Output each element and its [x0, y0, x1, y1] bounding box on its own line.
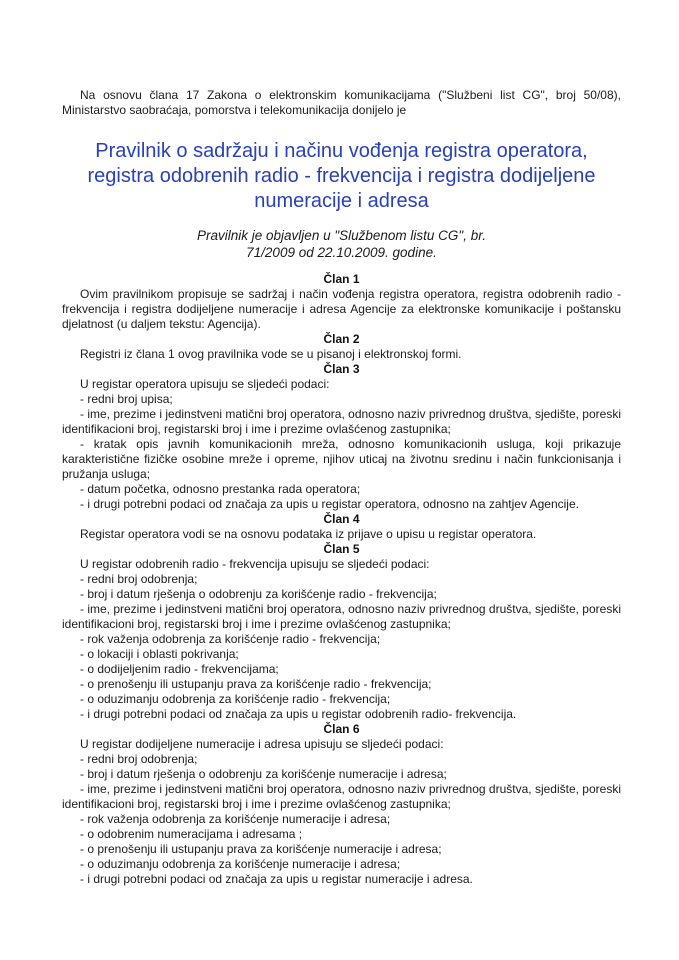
article-paragraph: - ime, prezime i jedinstveni matični broj operatora, odnosno naziv privrednog društva, sjedište, poreski identifikacioni broj, registarski broj i ime i prezime ovlašćenog zastupnika;: [62, 782, 621, 811]
document-title: [62, 139, 621, 214]
article-paragraph: - o oduzimanju odobrenja za korišćenje numeracije i adresa;: [80, 857, 401, 871]
article-heading: Član 3: [323, 362, 360, 376]
article-paragraph: - broj i datum rješenja o odobrenju za korišćenje numeracije i adresa;: [80, 767, 447, 781]
article-heading: Član 5: [323, 542, 360, 556]
article-paragraph: - ime, prezime i jedinstveni matični broj operatora, odnosno naziv privrednog društva, sjedište, poreski identifikacioni broj, registarski broj i ime i prezime ovlašćenog zastupnika;: [62, 602, 621, 631]
article-paragraph: - o prenošenju ili ustupanju prava za korišćenje radio - frekvencija;: [80, 677, 432, 691]
article-heading: Član 1: [323, 272, 360, 286]
publication-note: [62, 227, 621, 261]
article-paragraph: - broj i datum rješenja o odobrenju za korišćenje radio - frekvencija;: [80, 587, 437, 601]
article-paragraph: - o prenošenju ili ustupanju prava za korišćenje numeracije i adresa;: [80, 842, 442, 856]
article: [62, 722, 621, 887]
article-paragraph: U registar odobrenih radio - frekvencija upisuju se sljedeći podaci:: [80, 557, 430, 571]
article-paragraph: Registar operatora vodi se na osnovu podataka iz prijave o upisu u registar operatora.: [80, 527, 537, 541]
articles: [62, 272, 621, 887]
article-heading: Član 6: [323, 722, 360, 736]
article-paragraph: - redni broj odobrenja;: [80, 752, 198, 766]
article-heading: Član 2: [323, 332, 360, 346]
article-paragraph: - o dodijeljenim radio - frekvencijama;: [80, 662, 279, 676]
article-paragraph: - o lokaciji i oblasti pokrivanja;: [80, 647, 239, 661]
article-heading: Član 4: [323, 512, 360, 526]
article-paragraph: U registar operatora upisuju se sljedeći podaci:: [80, 377, 330, 391]
article: [62, 272, 621, 332]
publication-note-line: 71/2009 od 22.10.2009. godine.: [246, 245, 437, 260]
article-paragraph: Ovim pravilnikom propisuje se sadržaj i način vođenja registra operatora, registra odobrenih radio - frekvencija i registra dodijeljene numeracije i adresa Agencije za elektronske komunikacije i poštansku djelatnost (u daljem tekstu: Agencija).: [62, 287, 621, 331]
article-paragraph: - redni broj upisa;: [80, 392, 173, 406]
article: [62, 512, 621, 542]
article-paragraph: - kratak opis javnih komunikacionih mreža, odnosno komunikacionih usluga, koji prikazuje karakteristične fizičke osobine mreže i opreme, njihov uticaj na životnu sredinu i način funkcionisanja i pružanja usluga;: [62, 437, 621, 481]
article-paragraph: - i drugi potrebni podaci od značaja za upis u registar numeracije i adresa.: [80, 872, 473, 886]
article: [62, 542, 621, 722]
document-title-line: numeracije i adresa: [254, 190, 429, 212]
article-paragraph: - rok važenja odobrenja za korišćenje radio - frekvencija;: [80, 632, 381, 646]
document-title-line: registra odobrenih radio - frekvencija i registra dodijeljene: [87, 165, 596, 187]
article-paragraph: - o oduzimanju odobrenja za korišćenje radio - frekvencija;: [80, 692, 391, 706]
article-paragraph: U registar dodijeljene numeracije i adresa upisuju se sljedeći podaci:: [80, 737, 444, 751]
article-paragraph: - i drugi potrebni podaci od značaja za upis u registar operatora, odnosno na zahtjev Agencije.: [80, 497, 579, 511]
intro-paragraph: Na osnovu člana 17 Zakona o elektronskim komunikacijama ("Službeni list CG", broj 50/08), Ministarstvo saobraćaja, pomorstva i telekomunikacija donijelo je: [62, 88, 621, 117]
article-paragraph: Registri iz člana 1 ovog pravilnika vode se u pisanoj i elektronskoj formi.: [80, 347, 462, 361]
article-paragraph: - datum početka, odnosno prestanka rada operatora;: [80, 482, 361, 496]
article: [62, 332, 621, 362]
publication-note-line: Pravilnik je objavljen u "Službenom listu CG", br.: [197, 228, 486, 243]
article-paragraph: - redni broj odobrenja;: [80, 572, 198, 586]
article-paragraph: - i drugi potrebni podaci od značaja za upis u registar odobrenih radio- frekvencija.: [80, 707, 517, 721]
article-paragraph: - ime, prezime i jedinstveni matični broj operatora, odnosno naziv privrednog društva, sjedište, poreski identifikacioni broj, registarski broj i ime i prezime ovlašćenog zastupnika;: [62, 407, 621, 436]
article: [62, 362, 621, 512]
document-title-line: Pravilnik o sadržaju i načinu vođenja registra operatora,: [95, 140, 588, 162]
article-paragraph: - o odobrenim numeracijama i adresama ;: [80, 827, 303, 841]
article-paragraph: - rok važenja odobrenja za korišćenje numeracije i adresa;: [80, 812, 391, 826]
